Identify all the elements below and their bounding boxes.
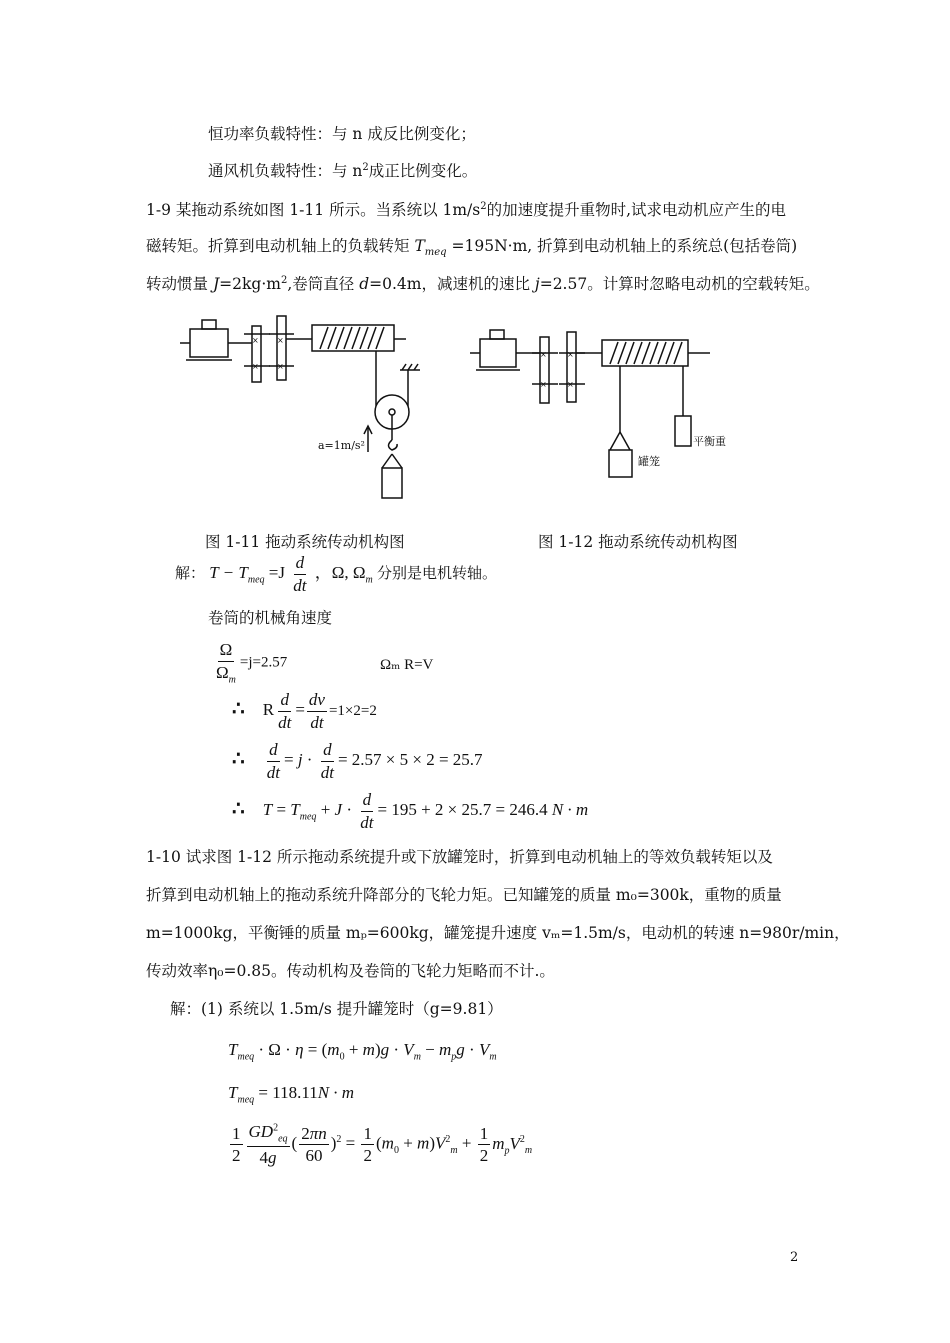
- dOmega-dt-fraction: $\frac{d}{dt}$: [293, 553, 307, 595]
- figure-1-12-diagram: [470, 312, 720, 492]
- solution-1-10-heading: 解：(1) 系统以 1.5m/s 提升罐笼时（g=9.81）: [170, 1000, 503, 1018]
- p19-line1-sup: 2: [480, 201, 487, 212]
- svg-text:×: ×: [540, 380, 547, 389]
- solution-1-9-main-equation: 解： $T - T_{meq} =J$ $\frac{d}{dt}$ ，Ω, $\Omega_m$ 分别是电机转轴。: [175, 553, 497, 595]
- drum-angular-speed-text: 卷筒的机械角速度: [208, 609, 333, 627]
- problem-1-9-line3: [146, 276, 820, 293]
- text-fan-load: [208, 163, 477, 180]
- torque-value: = 195 + 2 × 25.7 = 246.4: [377, 799, 548, 819]
- domega-dt-fraction-2: $\frac{d}{dt}$: [360, 790, 374, 832]
- omega-ratio-fraction: $\frac{\Omega}{\Omega_m}$: [216, 640, 236, 685]
- text-fan-load-b: 成正比例变化。: [368, 162, 478, 181]
- therefore-symbol: ∴: [232, 697, 245, 720]
- tmeq-value: = 118.11: [258, 1083, 318, 1102]
- p19-line1-b: 的加速度提升重物时,试求电动机应产生的电: [486, 201, 787, 220]
- problem-1-9-line2: [146, 239, 797, 258]
- svg-text:×: ×: [277, 336, 284, 345]
- half-fraction-2: $\frac{1}{2}$: [363, 1123, 372, 1166]
- problem-1-10-line3: m=1000kg，平衡锤的质量 mₚ=600kg，罐笼提升速度 vₘ=1.5m/s，电动机的转速 n=980r/min，: [146, 924, 850, 942]
- svg-text:×: ×: [567, 380, 574, 389]
- figure-1-11-caption: 图 1-11 拖动系统传动机构图: [205, 533, 405, 551]
- therefore-symbol: ∴: [232, 747, 245, 770]
- p19-line3-b: =2kg·m: [219, 275, 281, 294]
- problem-1-10-line4: 传动效率η₀=0.85。传动机构及卷筒的飞轮力矩略而不计.。: [146, 962, 555, 980]
- domega-m-dt-fraction-2: $\frac{d}{dt}$: [320, 740, 334, 782]
- p19-line3-d: d: [359, 275, 370, 294]
- page-number: 2: [790, 1250, 799, 1265]
- equation-torque-result: ∴ $T = T_{meq} + J$ · $\frac{d}{dt}$ = 195 + 2 × 25.7 = 246.4 N · m: [232, 790, 589, 832]
- svg-text:×: ×: [540, 350, 547, 359]
- svg-text:×: ×: [277, 362, 284, 371]
- equation-speed-ratio: [212, 640, 287, 685]
- equation-angular-accel: ∴ $\frac{d}{dt}$ = j · $\frac{d}{dt}$ = 2.57 × 5 × 2 = 25.7: [232, 740, 483, 782]
- p19-line2-b: =195N·m, 折算到电动机轴上的系统总(包括卷筒): [446, 237, 798, 255]
- p19-line3-c: ,卷筒直径: [287, 275, 360, 294]
- p19-line3-a: 转动惯量: [146, 275, 213, 294]
- problem-1-10-line1: 1-10 试求图 1-12 所示拖动系统提升或下放罐笼时，折算到电动机轴上的等效负载转矩以及: [146, 848, 773, 866]
- text-fan-load-sup: 2: [362, 162, 369, 173]
- gd2-4g-fraction: $\frac{GD^2_{eq}}{4g}$: [248, 1122, 288, 1167]
- domega-dt-fraction: $\frac{d}{dt}$: [266, 740, 280, 782]
- linear-accel-value: =1×2=2: [328, 702, 377, 719]
- equation-omega-r-v: Ωₘ R=V: [380, 657, 434, 673]
- text-fan-load-a: 通风机负载特性：与 n: [208, 162, 363, 181]
- p19-line2-a: 磁转矩。折算到电动机轴上的负载转矩: [146, 237, 415, 255]
- therefore-symbol: ∴: [232, 797, 245, 820]
- torque-unit: N · m: [551, 799, 589, 819]
- svg-text:×: ×: [252, 336, 259, 345]
- figure-1-12-caption: 图 1-12 拖动系统传动机构图: [538, 533, 738, 551]
- equation-linear-accel: ∴ R $\frac{d}{dt}$ = $\frac{dv}{dt}$ =1×2=2: [232, 690, 377, 732]
- svg-text:×: ×: [252, 362, 259, 371]
- p19-line3-f: =2.57。计算时忽略电动机的空载转矩。: [539, 275, 820, 294]
- solution-1-9-note: 分别是电机转轴。: [376, 563, 497, 582]
- figure-1-12-counterweight-label: 平衡重: [693, 435, 726, 448]
- equation-flywheel-moment: $\frac{1}{2}$ $\frac{GD^2_{eq}}{4g}$ ( $\frac{2\pi n}{60}$ )$^2$ = $\frac{1}{2}$ $(m_0 + m)V^2_m$ + $\frac{1}{2}$ $m_pV^2_m$: [232, 1122, 533, 1167]
- domega-m-dt-fraction: $\frac{d}{dt}$: [278, 690, 292, 732]
- dv-dt-fraction: $\frac{dv}{dt}$: [308, 690, 325, 732]
- p19-line3-j: j: [534, 275, 540, 294]
- p19-line3-sup: 2: [280, 275, 288, 286]
- p19-line2-T: T: [414, 237, 425, 255]
- equation-power-balance: $T_{meq} \cdot \Omega \cdot \eta = (m_0 + m)g \cdot V_m - m_pg \cdot V_m$: [228, 1040, 497, 1063]
- problem-1-9-line1: [146, 202, 786, 219]
- figure-1-12-cage-label: 罐笼: [638, 455, 660, 468]
- p19-line3-J: J: [212, 275, 220, 294]
- solution-label: 解：: [175, 563, 206, 582]
- tmeq-unit: N · m: [317, 1083, 355, 1102]
- p19-line1-a: 1-9 某拖动系统如图 1-11 所示。当系统以 1m/s: [146, 201, 481, 220]
- eq-lhs: $T - T_{meq}$: [209, 562, 265, 586]
- problem-1-10-line2: 折算到电动机轴上的拖动系统升降部分的飞轮力矩。已知罐笼的质量 m₀=300k，重物的质量: [146, 886, 782, 904]
- ratio-value: =j=2.57: [239, 654, 288, 671]
- figure-1-11-accel-label: a=1m/s²: [318, 439, 365, 452]
- half-fraction-3: $\frac{1}{2}$: [479, 1123, 489, 1166]
- svg-text:×: ×: [567, 350, 574, 359]
- figure-1-11-diagram: [180, 312, 420, 504]
- p19-line3-e: =0.4m，减速机的速比: [369, 275, 535, 294]
- half-fraction: $\frac{1}{2}$: [232, 1123, 241, 1166]
- two-pi-n-60-fraction: $\frac{2\pi n}{60}$: [301, 1123, 327, 1166]
- angular-accel-value: = 2.57 × 5 × 2 = 25.7: [337, 749, 483, 769]
- equation-tmeq-value: $T_{meq} = 118.11N \cdot m$: [228, 1083, 355, 1106]
- text-constant-power: 恒功率负载特性：与 n 成反比例变化；: [208, 125, 476, 143]
- p19-line2-sub: meq: [424, 247, 447, 259]
